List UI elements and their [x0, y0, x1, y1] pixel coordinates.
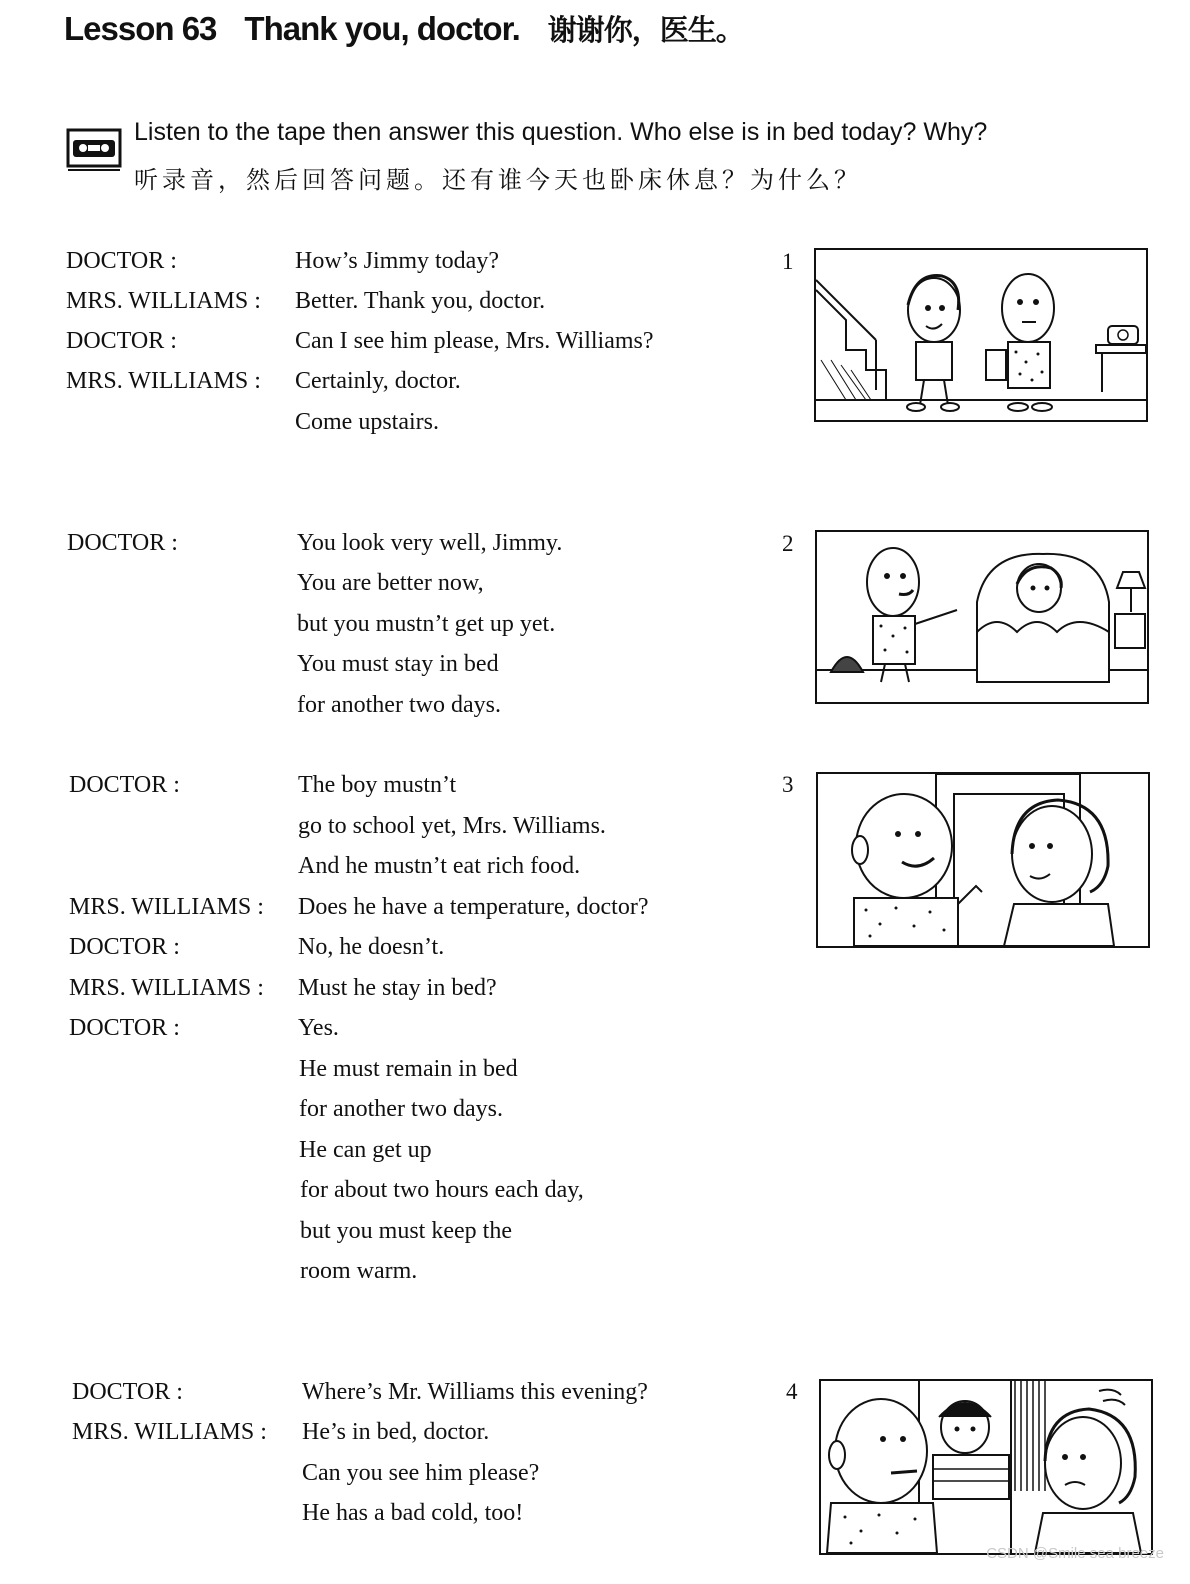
- illustration-4: [819, 1379, 1153, 1555]
- dialogue-line: go to school yet, Mrs. Williams.: [298, 813, 606, 839]
- watermark: CSDN @Smile sea breeze: [986, 1545, 1164, 1562]
- speaker: MRS. WILLIAMS :: [69, 894, 264, 920]
- speaker: DOCTOR :: [69, 1015, 180, 1041]
- dialogue-line: Can I see him please, Mrs. Williams?: [295, 328, 654, 354]
- dialogue-line: He has a bad cold, too!: [302, 1500, 524, 1526]
- lesson-title-zh: 谢谢你，医生。: [547, 13, 744, 47]
- picture-number: 1: [782, 249, 794, 274]
- picture-number: 4: [786, 1379, 798, 1404]
- cassette-tape-icon: [66, 128, 122, 172]
- lesson-title-en: Thank you, doctor.: [244, 10, 520, 47]
- speaker: MRS. WILLIAMS :: [69, 975, 264, 1001]
- speaker: DOCTOR :: [69, 772, 180, 798]
- dialogue-line: You are better now,: [297, 570, 484, 596]
- speaker: MRS. WILLIAMS :: [66, 288, 261, 314]
- dialogue-line: room warm.: [300, 1258, 418, 1284]
- dialogue-line: He can get up: [299, 1137, 432, 1163]
- dialogue-line: He’s in bed, doctor.: [302, 1419, 490, 1445]
- instruction-chinese: 听录音，然后回答问题。还有谁今天也卧床休息？为什么？: [134, 166, 862, 194]
- dialogue-line: Must he stay in bed?: [298, 975, 497, 1001]
- dialogue-line: He must remain in bed: [299, 1056, 518, 1082]
- speaker: DOCTOR :: [69, 934, 180, 960]
- dialogue-line: but you mustn’t get up yet.: [297, 611, 556, 637]
- lesson-title: [64, 8, 744, 49]
- illustration-3: [816, 772, 1150, 948]
- dialogue-line: for another two days.: [297, 692, 501, 718]
- dialogue-line: And he mustn’t eat rich food.: [298, 853, 581, 879]
- dialogue-line: How’s Jimmy today?: [295, 248, 499, 274]
- illustration-2: [815, 530, 1149, 704]
- dialogue-line: Better. Thank you, doctor.: [295, 288, 546, 314]
- dialogue-line: Certainly, doctor.: [295, 368, 461, 394]
- speaker: DOCTOR :: [66, 248, 177, 274]
- dialogue-line: Come upstairs.: [295, 409, 439, 435]
- dialogue-line: You must stay in bed: [297, 651, 499, 677]
- dialogue-line: Yes.: [298, 1015, 339, 1041]
- picture-number: 2: [782, 531, 794, 556]
- dialogue-line: for another two days.: [299, 1096, 503, 1122]
- dialogue-line: for about two hours each day,: [300, 1177, 584, 1203]
- speaker: DOCTOR :: [67, 530, 178, 556]
- illustration-1: [814, 248, 1148, 422]
- speaker: DOCTOR :: [72, 1379, 183, 1405]
- dialogue-line: The boy mustn’t: [298, 772, 457, 798]
- instruction-english: Listen to the tape then answer this question. Who else is in bed today? Why?: [134, 118, 988, 146]
- speaker: MRS. WILLIAMS :: [66, 368, 261, 394]
- speaker: MRS. WILLIAMS :: [72, 1419, 267, 1445]
- dialogue-line: Where’s Mr. Williams this evening?: [302, 1379, 648, 1405]
- picture-number: 3: [782, 772, 794, 797]
- dialogue-line: You look very well, Jimmy.: [297, 530, 563, 556]
- dialogue-line: Does he have a temperature, doctor?: [298, 894, 649, 920]
- dialogue-line: but you must keep the: [300, 1218, 512, 1244]
- lesson-number: Lesson 63: [64, 10, 217, 47]
- dialogue-line: Can you see him please?: [302, 1460, 540, 1486]
- speaker: DOCTOR :: [66, 328, 177, 354]
- dialogue-line: No, he doesn’t.: [298, 934, 445, 960]
